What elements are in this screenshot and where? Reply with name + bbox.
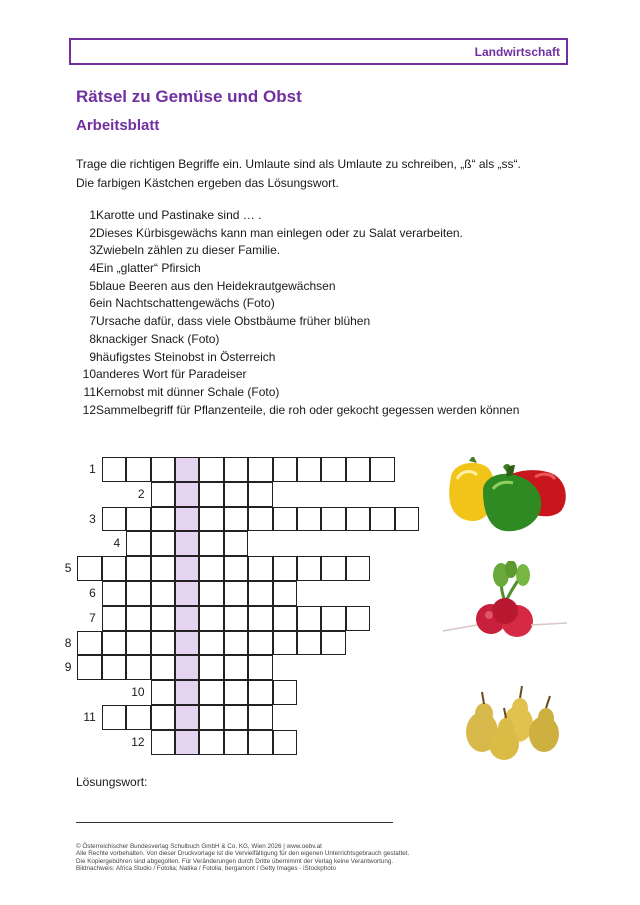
letter-cell[interactable] bbox=[346, 457, 370, 482]
letter-cell[interactable] bbox=[151, 507, 175, 532]
letter-cell[interactable] bbox=[126, 457, 150, 482]
solution-cell[interactable] bbox=[175, 556, 199, 581]
letter-cell[interactable] bbox=[77, 556, 101, 581]
letter-cell[interactable] bbox=[297, 556, 321, 581]
letter-cell[interactable] bbox=[102, 631, 126, 656]
row-number: 2 bbox=[137, 486, 145, 501]
letter-cell[interactable] bbox=[224, 531, 248, 556]
letter-cell[interactable] bbox=[273, 680, 297, 705]
clue-number: 1 bbox=[89, 208, 96, 222]
letter-cell[interactable] bbox=[126, 531, 150, 556]
clue-number: 10 bbox=[82, 367, 96, 382]
subject-label: Landwirtschaft bbox=[474, 45, 560, 59]
solution-cell[interactable] bbox=[175, 606, 199, 631]
pears-photo bbox=[460, 678, 566, 762]
letter-cell[interactable] bbox=[248, 507, 272, 532]
letter-cell[interactable] bbox=[248, 680, 272, 705]
row-number: 11 bbox=[83, 710, 96, 724]
letter-cell[interactable] bbox=[248, 482, 272, 507]
letter-cell[interactable] bbox=[199, 655, 223, 680]
peppers-photo bbox=[443, 457, 573, 537]
letter-cell[interactable] bbox=[248, 705, 272, 730]
letter-cell[interactable] bbox=[199, 457, 223, 482]
clue-number: 4 bbox=[89, 261, 96, 276]
letter-cell[interactable] bbox=[297, 631, 321, 656]
letter-cell[interactable] bbox=[102, 457, 126, 482]
letter-cell[interactable] bbox=[102, 507, 126, 532]
letter-cell[interactable] bbox=[248, 457, 272, 482]
row-number: 6 bbox=[89, 586, 96, 600]
solution-word-label: Lösungswort: bbox=[76, 775, 148, 789]
row-number: 9 bbox=[64, 660, 72, 675]
letter-cell[interactable] bbox=[199, 482, 223, 507]
letter-cell[interactable] bbox=[126, 631, 150, 656]
clue-text: häufigstes Steinobst in Österreich bbox=[96, 349, 276, 364]
letter-cell[interactable] bbox=[199, 531, 223, 556]
letter-cell[interactable] bbox=[224, 457, 248, 482]
letter-cell[interactable] bbox=[321, 507, 345, 532]
clue-text: Kernobst mit dünner Schale (Foto) bbox=[96, 384, 280, 399]
letter-cell[interactable] bbox=[151, 531, 175, 556]
clue-text: Karotte und Pastinake sind … . bbox=[96, 208, 262, 222]
letter-cell[interactable] bbox=[224, 631, 248, 656]
letter-cell[interactable] bbox=[297, 606, 321, 631]
row-number: 3 bbox=[89, 511, 96, 526]
footer-line: Alle Rechte vorbehalten. Von dieser Druckvorlage ist die Vervielfältigung für den eigenen Unterrichtsgebrauch gestattet. bbox=[76, 850, 410, 858]
letter-cell[interactable] bbox=[199, 556, 223, 581]
letter-cell[interactable] bbox=[102, 655, 126, 680]
letter-cell[interactable] bbox=[126, 556, 150, 581]
clue-text: Ein „glatter“ Pfirsich bbox=[96, 261, 201, 276]
letter-cell[interactable] bbox=[273, 507, 297, 532]
solution-cell[interactable] bbox=[175, 531, 199, 556]
letter-cell[interactable] bbox=[224, 556, 248, 581]
letter-cell[interactable] bbox=[151, 581, 175, 606]
page-subtitle: Arbeitsblatt bbox=[76, 117, 160, 134]
letter-cell[interactable] bbox=[151, 705, 175, 730]
letter-cell[interactable] bbox=[199, 730, 223, 755]
clue-text: ein Nachtschattengewächs (Foto) bbox=[96, 296, 275, 311]
letter-cell[interactable] bbox=[248, 556, 272, 581]
clue-number: 3 bbox=[89, 243, 96, 258]
letter-cell[interactable] bbox=[273, 457, 297, 482]
clue-number: 5 bbox=[89, 278, 96, 293]
row-number: 7 bbox=[89, 610, 96, 625]
letter-cell[interactable] bbox=[151, 730, 175, 755]
clue-number: 12 bbox=[82, 402, 96, 417]
letter-cell[interactable] bbox=[199, 705, 223, 730]
copyright-footer bbox=[76, 843, 409, 873]
clue-text: Sammelbegriff für Pflanzenteile, die roh oder gekocht gegessen werden können bbox=[96, 402, 520, 417]
letter-cell[interactable] bbox=[273, 631, 297, 656]
letter-cell[interactable] bbox=[297, 457, 321, 482]
letter-cell[interactable] bbox=[126, 655, 150, 680]
footer-line: © Österreichischer Bundesverlag Schulbuch GmbH & Co. KG, Wien 2026 | www.oebv.at bbox=[76, 843, 322, 850]
letter-cell[interactable] bbox=[273, 730, 297, 755]
letter-cell[interactable] bbox=[102, 606, 126, 631]
row-number: 8 bbox=[64, 635, 72, 650]
solution-cell[interactable] bbox=[175, 655, 199, 680]
row-number: 5 bbox=[64, 561, 72, 576]
letter-cell[interactable] bbox=[321, 457, 345, 482]
letter-cell[interactable] bbox=[102, 581, 126, 606]
solution-cell[interactable] bbox=[175, 705, 199, 730]
letter-cell[interactable] bbox=[321, 631, 345, 656]
letter-cell[interactable] bbox=[273, 556, 297, 581]
clue-number: 8 bbox=[89, 331, 96, 346]
instruction-line: Die farbigen Kästchen ergeben das Lösungswort. bbox=[76, 176, 339, 190]
letter-cell[interactable] bbox=[151, 556, 175, 581]
clue-text: Ursache dafür, dass viele Obstbäume früher blühen bbox=[96, 314, 371, 329]
solution-word-line bbox=[76, 822, 393, 823]
letter-cell[interactable] bbox=[224, 655, 248, 680]
footer-line: Bildnachweis: Africa Studio / Fotolia; Natika / Fotolia; bergamont / Getty Images - iStockphoto bbox=[76, 865, 337, 873]
letter-cell[interactable] bbox=[126, 507, 150, 532]
letter-cell[interactable] bbox=[151, 457, 175, 482]
row-number: 12 bbox=[131, 734, 145, 749]
letter-cell[interactable] bbox=[102, 556, 126, 581]
letter-cell[interactable] bbox=[224, 581, 248, 606]
letter-cell[interactable] bbox=[126, 581, 150, 606]
letter-cell[interactable] bbox=[224, 730, 248, 755]
letter-cell[interactable] bbox=[151, 606, 175, 631]
clue-number: 11 bbox=[83, 384, 96, 399]
letter-cell[interactable] bbox=[224, 507, 248, 532]
letter-cell[interactable] bbox=[224, 606, 248, 631]
letter-cell[interactable] bbox=[224, 680, 248, 705]
clue-number: 7 bbox=[89, 314, 96, 329]
letter-cell[interactable] bbox=[199, 507, 223, 532]
letter-cell[interactable] bbox=[224, 705, 248, 730]
solution-cell[interactable] bbox=[175, 581, 199, 606]
letter-cell[interactable] bbox=[77, 631, 101, 656]
letter-cell[interactable] bbox=[126, 705, 150, 730]
solution-cell[interactable] bbox=[175, 730, 199, 755]
letter-cell[interactable] bbox=[346, 507, 370, 532]
letter-cell[interactable] bbox=[102, 705, 126, 730]
clue-text: anderes Wort für Paradeiser bbox=[96, 367, 247, 382]
letter-cell[interactable] bbox=[346, 556, 370, 581]
instruction-line: Trage die richtigen Begriffe ein. Umlaute sind als Umlaute zu schreiben, „ß“ als „ss“. bbox=[76, 157, 521, 171]
page-title: Rätsel zu Gemüse und Obst bbox=[76, 87, 302, 106]
clue-text: knackiger Snack (Foto) bbox=[96, 331, 220, 346]
solution-cell[interactable] bbox=[175, 482, 199, 507]
letter-cell[interactable] bbox=[224, 482, 248, 507]
letter-cell[interactable] bbox=[346, 606, 370, 631]
letter-cell[interactable] bbox=[199, 581, 223, 606]
letter-cell[interactable] bbox=[370, 507, 394, 532]
solution-cell[interactable] bbox=[175, 680, 199, 705]
letter-cell[interactable] bbox=[151, 482, 175, 507]
letter-cell[interactable] bbox=[370, 457, 394, 482]
solution-cell[interactable] bbox=[175, 507, 199, 532]
row-number: 4 bbox=[113, 536, 121, 551]
letter-cell[interactable] bbox=[77, 655, 101, 680]
letter-cell[interactable] bbox=[199, 631, 223, 656]
clue-number: 6 bbox=[89, 296, 96, 311]
letter-cell[interactable] bbox=[151, 655, 175, 680]
letter-cell[interactable] bbox=[297, 507, 321, 532]
clue-number: 9 bbox=[89, 349, 96, 364]
letter-cell[interactable] bbox=[273, 581, 297, 606]
row-number: 10 bbox=[131, 685, 145, 700]
solution-cell[interactable] bbox=[175, 631, 199, 656]
letter-cell[interactable] bbox=[199, 606, 223, 631]
solution-cell[interactable] bbox=[175, 457, 199, 482]
letter-cell[interactable] bbox=[248, 606, 272, 631]
clue-text: Dieses Kürbisgewächs kann man einlegen oder zu Salat verarbeiten. bbox=[96, 225, 463, 240]
row-number: 1 bbox=[89, 462, 96, 476]
clue-text: blaue Beeren aus den Heidekrautgewächsen bbox=[96, 278, 336, 293]
footer-line: Die Kopiergebühren sind abgegolten. Für Veränderungen durch Dritte übernimmt der Verlag keine Verantwortung. bbox=[76, 857, 394, 865]
letter-cell[interactable] bbox=[395, 507, 419, 532]
letter-cell[interactable] bbox=[321, 606, 345, 631]
letter-cell[interactable] bbox=[199, 680, 223, 705]
letter-cell[interactable] bbox=[248, 730, 272, 755]
letter-cell[interactable] bbox=[248, 655, 272, 680]
letter-cell[interactable] bbox=[321, 556, 345, 581]
letter-cell[interactable] bbox=[151, 631, 175, 656]
letter-cell[interactable] bbox=[151, 680, 175, 705]
clue-text: Zwiebeln zählen zu dieser Familie. bbox=[96, 243, 281, 258]
letter-cell[interactable] bbox=[126, 606, 150, 631]
letter-cell[interactable] bbox=[273, 606, 297, 631]
letter-cell[interactable] bbox=[248, 631, 272, 656]
letter-cell[interactable] bbox=[248, 581, 272, 606]
clue-number: 2 bbox=[89, 225, 96, 240]
radishes-photo bbox=[441, 561, 571, 645]
